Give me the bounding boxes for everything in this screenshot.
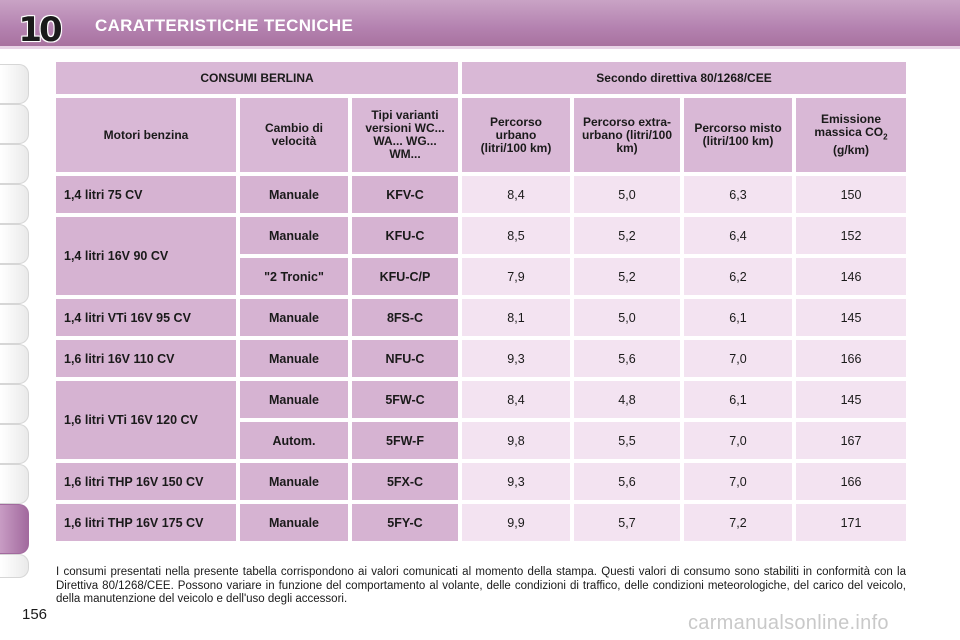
cell-extra-urban: 4,8 <box>574 381 680 418</box>
side-tab-active[interactable] <box>0 504 29 554</box>
cell-variant: 5FY-C <box>352 504 458 541</box>
side-tab[interactable] <box>0 554 29 578</box>
cell-gearbox: Manuale <box>240 299 348 336</box>
cell-extra-urban: 5,0 <box>574 176 680 213</box>
cell-mixed: 7,0 <box>684 463 792 500</box>
cell-co2: 166 <box>796 340 906 377</box>
cell-variant: KFV-C <box>352 176 458 213</box>
col-header-variants: Tipi varianti versioni WC... WA... WG... WM... <box>352 98 458 172</box>
cell-extra-urban: 5,2 <box>574 217 680 254</box>
cell-co2: 152 <box>796 217 906 254</box>
cell-gearbox: Manuale <box>240 176 348 213</box>
side-tab[interactable] <box>0 424 29 464</box>
cell-engine: 1,6 litri 16V 110 CV <box>56 340 236 377</box>
watermark: carmanualsonline.info <box>688 612 889 634</box>
side-tab[interactable] <box>0 304 29 344</box>
cell-gearbox: Manuale <box>240 463 348 500</box>
cell-urban: 9,9 <box>462 504 570 541</box>
cell-extra-urban: 5,0 <box>574 299 680 336</box>
cell-mixed: 7,0 <box>684 340 792 377</box>
cell-mixed: 6,1 <box>684 381 792 418</box>
side-tab[interactable] <box>0 64 29 104</box>
cell-co2: 145 <box>796 299 906 336</box>
col-header-gearbox: Cambio di velocità <box>240 98 348 172</box>
cell-extra-urban: 5,6 <box>574 340 680 377</box>
cell-mixed: 6,3 <box>684 176 792 213</box>
group-header-directive: Secondo direttiva 80/1268/CEE <box>462 62 906 94</box>
cell-co2: 171 <box>796 504 906 541</box>
cell-variant: KFU-C <box>352 217 458 254</box>
cell-variant: 5FW-F <box>352 422 458 459</box>
cell-gearbox: Manuale <box>240 381 348 418</box>
cell-co2: 150 <box>796 176 906 213</box>
footnote: I consumi presentati nella presente tabella corrispondono ai valori comunicati al momento della stampa. Questi valori di consumo sono stabiliti in conformità con la Direttiva 80/1268/CEE. Possono variare in funzione del comportamento al volante, delle condizioni di traffico, delle condizioni meteorologiche, del carico del veicolo, della manutenzione del veicolo e dell'uso degli accessori. <box>56 566 906 605</box>
group-header-consumption: CONSUMI BERLINA <box>56 62 458 94</box>
cell-variant: NFU-C <box>352 340 458 377</box>
cell-extra-urban: 5,2 <box>574 258 680 295</box>
col-header-extra-urban: Percorso extra-urbano (litri/100 km) <box>574 98 680 172</box>
co2-header-text: Emissione massica $CO_2$ (g/km) <box>814 112 888 157</box>
side-tab[interactable] <box>0 344 29 384</box>
cell-mixed: 6,1 <box>684 299 792 336</box>
cell-urban: 8,1 <box>462 299 570 336</box>
cell-extra-urban: 5,5 <box>574 422 680 459</box>
cell-extra-urban: 5,6 <box>574 463 680 500</box>
cell-urban: 9,3 <box>462 463 570 500</box>
cell-urban: 8,4 <box>462 176 570 213</box>
side-tab-strip <box>0 64 32 576</box>
page-title: CARATTERISTICHE TECNICHE <box>95 16 354 35</box>
cell-mixed: 7,2 <box>684 504 792 541</box>
cell-gearbox: Autom. <box>240 422 348 459</box>
cell-variant: 5FX-C <box>352 463 458 500</box>
cell-gearbox: Manuale <box>240 504 348 541</box>
chapter-badge <box>14 10 64 50</box>
cell-extra-urban: 5,7 <box>574 504 680 541</box>
cell-engine: 1,4 litri 75 CV <box>56 176 236 213</box>
cell-variant: 5FW-C <box>352 381 458 418</box>
cell-mixed: 6,4 <box>684 217 792 254</box>
header-divider <box>0 46 960 49</box>
side-tab[interactable] <box>0 264 29 304</box>
cell-urban: 8,5 <box>462 217 570 254</box>
chapter-number: 10 <box>18 10 60 50</box>
cell-engine: 1,4 litri 16V 90 CV <box>56 217 236 295</box>
col-header-urban: Percorso urbano (litri/100 km) <box>462 98 570 172</box>
cell-mixed: 7,0 <box>684 422 792 459</box>
page-number: 156 <box>22 606 48 623</box>
cell-urban: 7,9 <box>462 258 570 295</box>
side-tab[interactable] <box>0 144 29 184</box>
cell-engine: 1,6 litri THP 16V 150 CV <box>56 463 236 500</box>
col-header-engine: Motori benzina <box>56 98 236 172</box>
cell-co2: 145 <box>796 381 906 418</box>
cell-urban: 8,4 <box>462 381 570 418</box>
cell-gearbox: Manuale <box>240 340 348 377</box>
cell-engine: 1,6 litri VTi 16V 120 CV <box>56 381 236 459</box>
cell-engine: 1,4 litri VTi 16V 95 CV <box>56 299 236 336</box>
cell-co2: 146 <box>796 258 906 295</box>
cell-variant: KFU-C/P <box>352 258 458 295</box>
side-tab[interactable] <box>0 104 29 144</box>
side-tab[interactable] <box>0 384 29 424</box>
cell-mixed: 6,2 <box>684 258 792 295</box>
col-header-mixed: Percorso misto (litri/100 km) <box>684 98 792 172</box>
side-tab[interactable] <box>0 184 29 224</box>
cell-gearbox: "2 Tronic" <box>240 258 348 295</box>
cell-co2: 167 <box>796 422 906 459</box>
cell-urban: 9,8 <box>462 422 570 459</box>
cell-variant: 8FS-C <box>352 299 458 336</box>
cell-engine: 1,6 litri THP 16V 175 CV <box>56 504 236 541</box>
cell-urban: 9,3 <box>462 340 570 377</box>
cell-gearbox: Manuale <box>240 217 348 254</box>
col-header-co2 <box>796 98 906 172</box>
side-tab[interactable] <box>0 464 29 504</box>
cell-co2: 166 <box>796 463 906 500</box>
side-tab[interactable] <box>0 224 29 264</box>
